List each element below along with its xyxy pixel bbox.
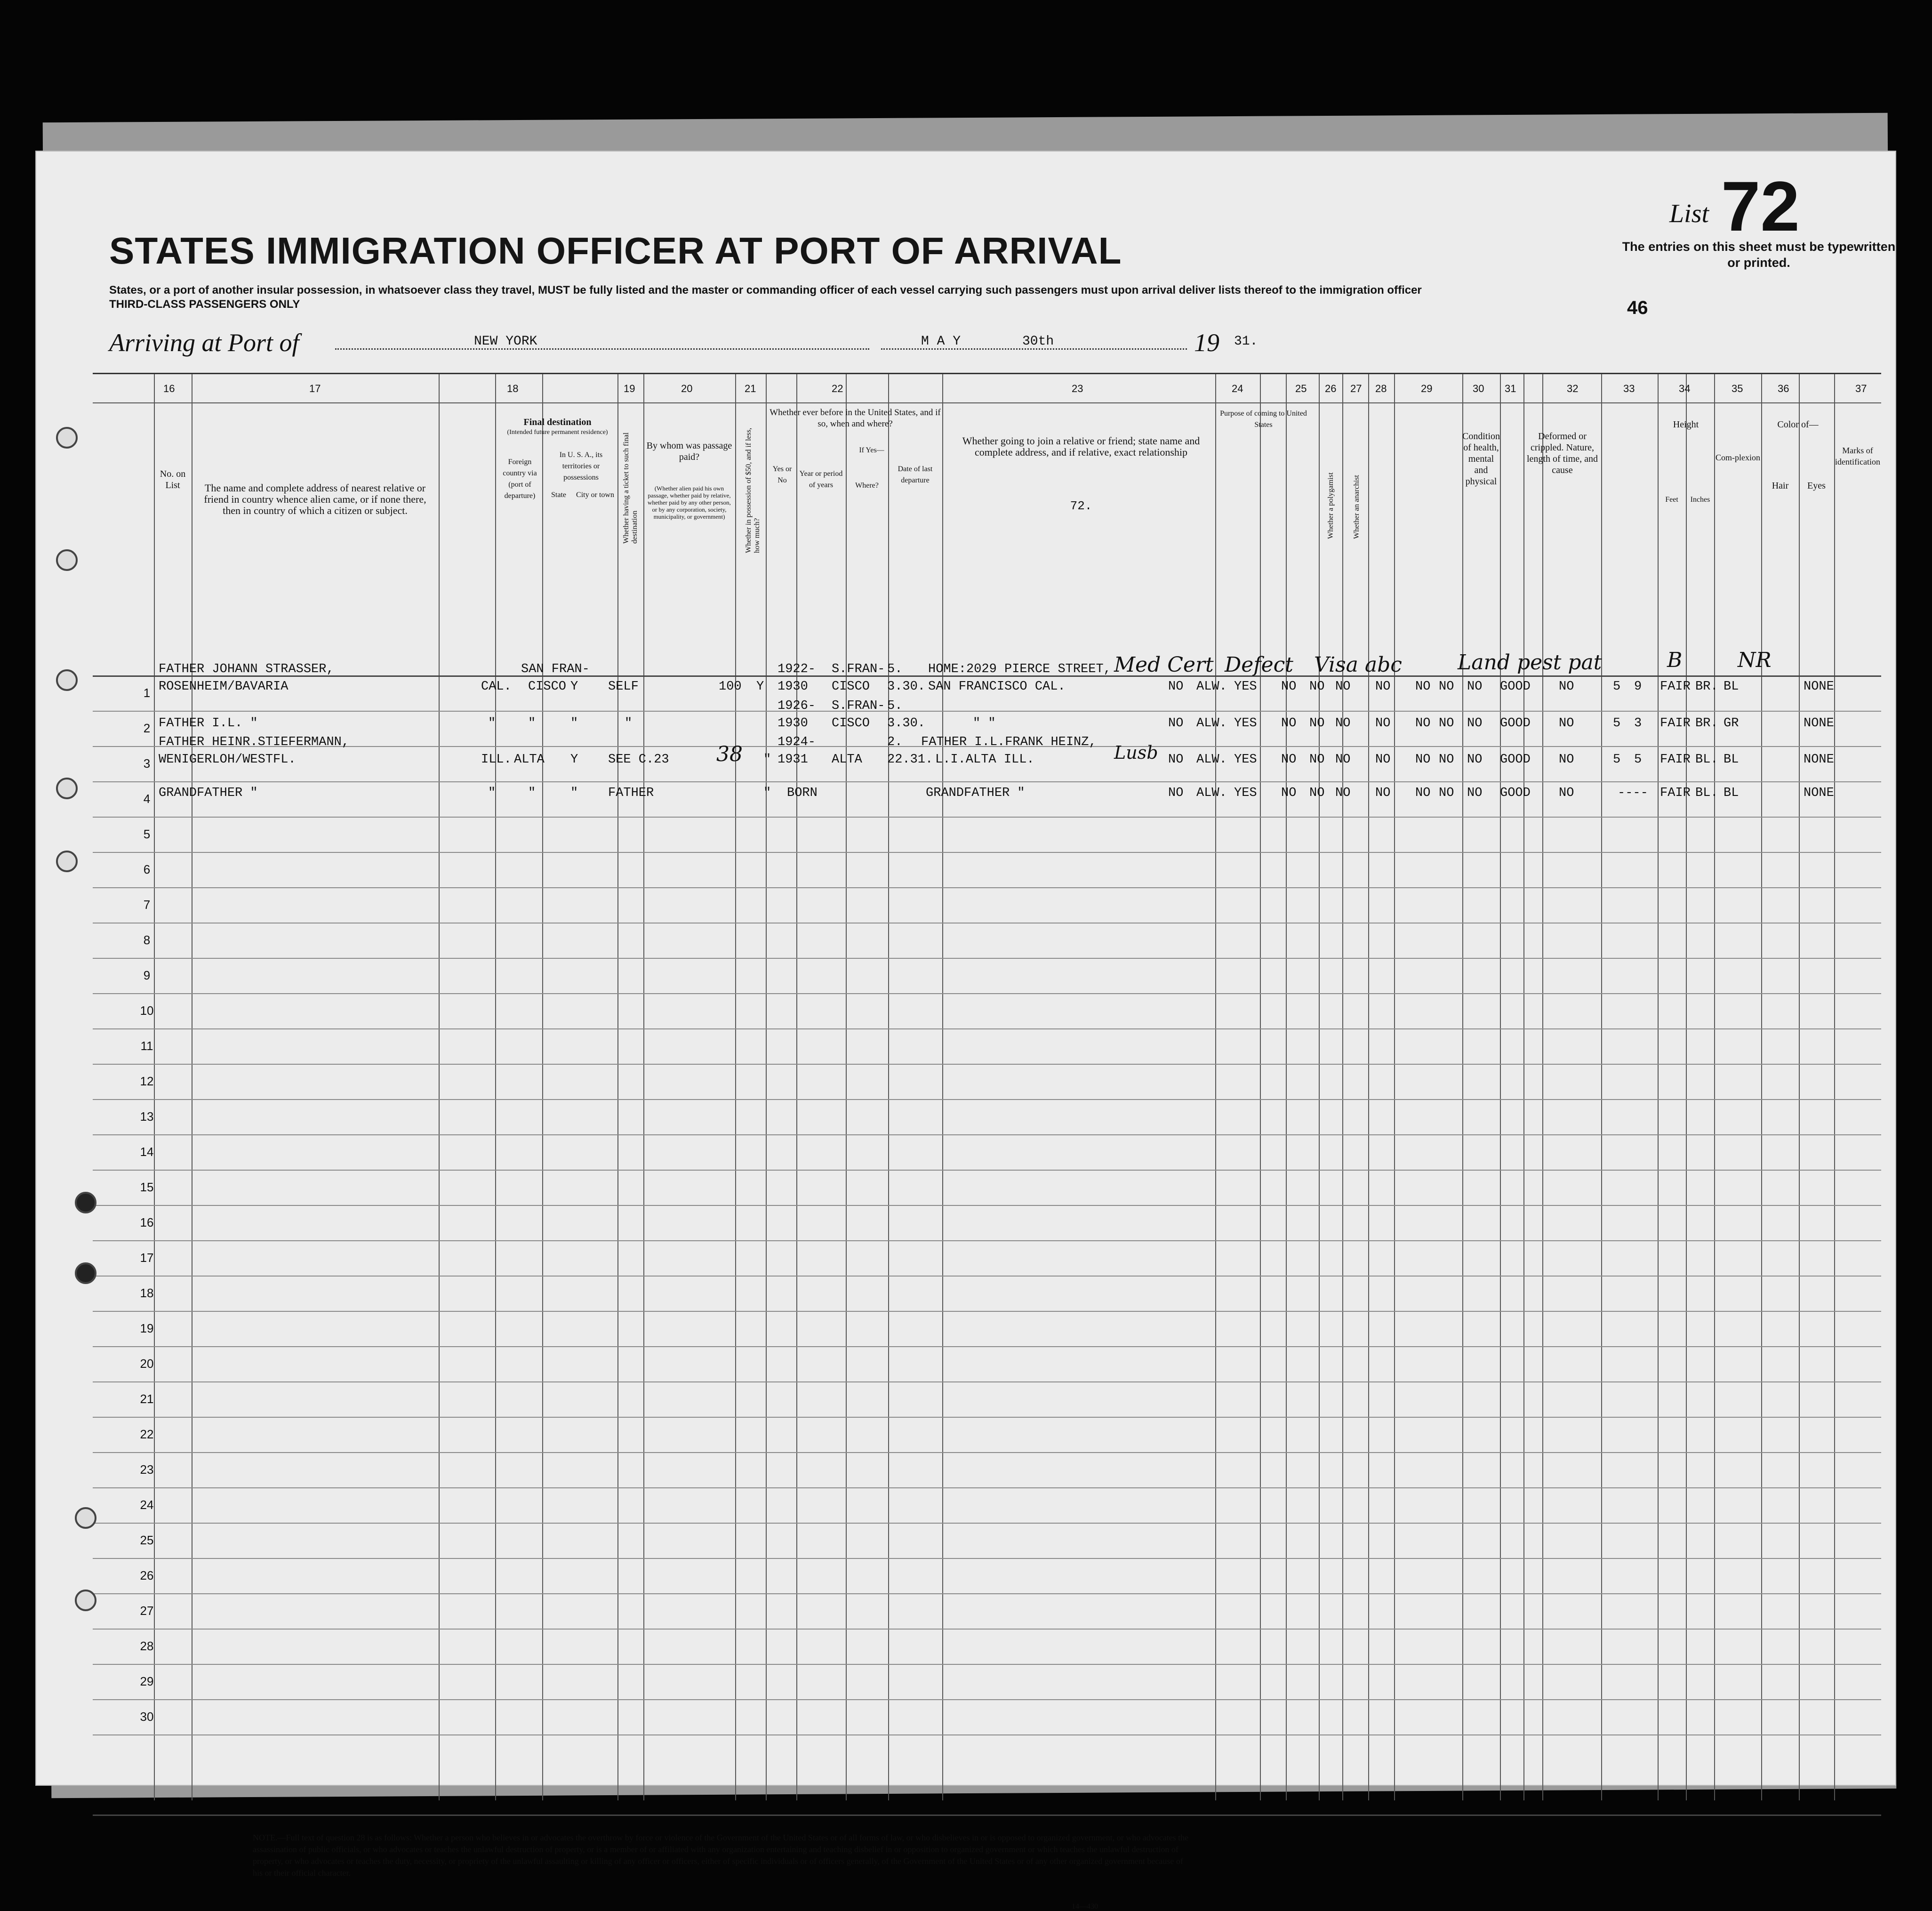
inches-header: Inches — [1690, 496, 1710, 504]
years-2: 1930 — [778, 716, 808, 731]
row-number: 4 — [143, 792, 151, 806]
marks: NONE — [1804, 753, 1834, 767]
deformed: NO — [1559, 680, 1574, 694]
ticket: Y — [570, 680, 578, 694]
col-26-header: Whether a polygamist — [1327, 472, 1335, 539]
inches: ---- — [1618, 786, 1648, 800]
been-before: " — [763, 753, 771, 767]
health: GOOD — [1500, 753, 1531, 767]
row-number: 10 — [140, 1004, 154, 1018]
arriving-label: Arriving at Port of — [109, 329, 299, 357]
years: 1922- — [778, 662, 816, 676]
col-19-num: 19 — [624, 383, 635, 394]
row-number: 16 — [140, 1215, 154, 1229]
purpose-2: ALW. — [1196, 753, 1227, 767]
purpose-3: YES — [1234, 680, 1257, 694]
ticket: " — [570, 716, 578, 731]
marks: NONE — [1804, 716, 1834, 731]
list-label: List — [1669, 199, 1709, 228]
foreign-country-header: Foreign country via (port of departure) — [503, 458, 537, 500]
port-value: NEW YORK — [474, 334, 537, 349]
handwritten-money: 38 — [716, 742, 743, 766]
paid-by: " — [625, 716, 633, 731]
ticket: Y — [570, 753, 578, 767]
col-24-header: Purpose of coming to United States — [1220, 410, 1307, 429]
col27: NO — [1335, 716, 1351, 731]
ticket: " — [570, 786, 578, 800]
col-33-header: Deformed or crippled. Nature, length of time, and cause — [1526, 431, 1598, 475]
manifest-table — [93, 373, 1881, 1800]
where-header: Where? — [855, 482, 879, 490]
col26: NO — [1309, 753, 1325, 767]
row-number: 28 — [140, 1639, 154, 1653]
in-usa-header: In U. S. A., its territories or possessions — [559, 451, 603, 482]
col25: NO — [1281, 753, 1297, 767]
col-20-header: By whom was passage paid? — [646, 441, 732, 462]
col-29-num: 29 — [1421, 383, 1433, 394]
punch-hole — [75, 1507, 96, 1529]
row-number: 2 — [143, 721, 151, 735]
purpose-3: YES — [1234, 716, 1257, 731]
punch-hole — [75, 1590, 96, 1611]
eyes-header: Eyes — [1807, 481, 1826, 491]
years-2: 1931 — [778, 753, 808, 767]
where: S.FRAN- — [832, 699, 885, 713]
col31: NO — [1467, 753, 1483, 767]
inches: 9 — [1634, 680, 1642, 694]
feet: 5 — [1613, 680, 1621, 694]
handwritten-mark: B — [1667, 648, 1683, 672]
footer-note: NOTE.—Full text of question 28 is as follows: Whether a person who believes in or advocates the overthrow by force or violence of the Government of the United States or of all forms of law, or who disbelieves in or is opposed to organized government, or who advocates the assassination of public officials, or who advocates or teaches the unlawful destruction of property, or is a member of or affiliated with any organization entertaining and teaching disbelief in or opposition to organized government or which teaches the unlawful destruction of property, or who advocates or teaches the duty, necessity, or propriety of the unlawful assaulting or killing of any officer or officers, either of specific individuals or of officers generally, of the Government of the United States or of any other organized government because of his or their official character. — [253, 1833, 1189, 1878]
punch-hole — [75, 1262, 96, 1284]
class-line: THIRD-CLASS PASSENGERS ONLY — [109, 298, 300, 311]
row-number: 27 — [140, 1604, 154, 1618]
row-number: 25 — [140, 1533, 154, 1547]
page-title: STATES IMMIGRATION OFFICER AT PORT OF ARRIVAL — [109, 230, 1122, 272]
row-number: 13 — [140, 1109, 154, 1124]
col-28-num: 28 — [1375, 383, 1387, 394]
col-24-num: 24 — [1232, 383, 1243, 394]
joining-2: " " — [973, 716, 996, 731]
complexion: FAIR — [1660, 786, 1691, 800]
col-36-header: Color of— — [1777, 419, 1819, 430]
dest-city-2: CISCO — [528, 680, 567, 694]
dest-city-2: ALTA — [514, 753, 545, 767]
row-number: 17 — [140, 1251, 154, 1265]
handwritten-initials: NR — [1738, 648, 1772, 672]
year-period-header: Year or period of years — [799, 470, 843, 489]
purpose-1: NO — [1168, 753, 1184, 767]
eyes: GR — [1724, 716, 1739, 731]
hair: BL. — [1695, 753, 1718, 767]
deformed: NO — [1559, 786, 1574, 800]
row-number: 22 — [140, 1427, 154, 1441]
col-27-header: Whether an anarchist — [1353, 475, 1361, 539]
col-33-num: 33 — [1623, 383, 1635, 394]
year-suffix: 31. — [1234, 334, 1258, 349]
paid-by: FATHER — [608, 786, 654, 800]
been-before: " — [763, 786, 771, 800]
col-25-num: 25 — [1295, 383, 1307, 394]
row-number: 6 — [143, 862, 151, 876]
col-36-num: 36 — [1778, 383, 1789, 394]
row-number: 15 — [140, 1180, 154, 1194]
joining: FATHER I.L.FRANK HEINZ, — [921, 735, 1097, 749]
row-number: 8 — [143, 933, 151, 947]
handwritten-defect: Defect — [1225, 653, 1293, 677]
col-32-header: Condition of health, mental and physical — [1462, 431, 1500, 487]
col26: NO — [1309, 786, 1325, 800]
purpose-3: YES — [1234, 753, 1257, 767]
feet: 5 — [1613, 716, 1621, 731]
purpose-3: YES — [1234, 786, 1257, 800]
col-16-header: No. on List — [160, 469, 186, 490]
col26: NO — [1309, 716, 1325, 731]
row-number: 29 — [140, 1674, 154, 1688]
years: 1924- — [778, 735, 816, 749]
row-number: 1 — [143, 686, 151, 700]
row-number: 12 — [140, 1074, 154, 1088]
row-number: 11 — [140, 1039, 153, 1053]
col-21-num: 21 — [745, 383, 756, 394]
departure: 5. — [887, 699, 903, 713]
relative-name: FATHER I.L. " — [159, 716, 258, 731]
yes-no-header: Yes or No — [772, 465, 792, 484]
col28: NO — [1375, 716, 1391, 731]
punch-hole — [56, 851, 78, 872]
col27: NO — [1335, 786, 1351, 800]
purpose-1: NO — [1168, 786, 1184, 800]
inches: 5 — [1634, 753, 1642, 767]
date-departure-header: Date of last departure — [898, 465, 933, 484]
years-2: 1930 — [778, 680, 808, 694]
punch-hole — [56, 669, 78, 691]
col-31-num: 31 — [1505, 383, 1516, 394]
col26: NO — [1309, 680, 1325, 694]
eyes: BL — [1724, 680, 1739, 694]
subnote-text: States, or a port of another insular possession, in whatsoever class they travel, MUST be fully listed and the master or commanding officer of each vessel carrying such passengers must upon arrival deliver lists thereof to the immigration officer — [109, 284, 1422, 297]
relative-name: FATHER JOHANN STRASSER, — [159, 662, 334, 676]
joining-2: L.I.ALTA ILL. — [935, 753, 1034, 767]
been-before: Y — [756, 680, 764, 694]
where-2: ALTA — [832, 753, 862, 767]
col31: NO — [1467, 786, 1483, 800]
list-number: 72 — [1721, 167, 1800, 246]
money: 100 — [719, 680, 742, 694]
form-number: 14—430 — [1072, 1903, 1098, 1911]
col30: NO — [1439, 786, 1454, 800]
relative-name: GRANDFATHER " — [159, 786, 258, 800]
marks: NONE — [1804, 786, 1834, 800]
handwritten-land: Land pest pat — [1458, 650, 1602, 674]
col-19-header: Whether having a ticket to such final destination — [622, 432, 639, 544]
city-header: City or town — [576, 491, 614, 499]
col-17-header: The name and complete address of nearest relative or friend in country whence alien came, or if none there, then in country of which a citizen or subject. — [204, 482, 426, 516]
complexion: FAIR — [1660, 680, 1691, 694]
health: GOOD — [1500, 680, 1531, 694]
dest-state: " — [488, 786, 496, 800]
departure-2: 22.31. — [887, 753, 933, 767]
dest-city-2: " — [528, 716, 536, 731]
relative-address: ROSENHEIM/BAVARIA — [159, 680, 289, 694]
col-35-num: 35 — [1732, 383, 1743, 394]
year-prefix: 19 — [1194, 329, 1219, 357]
handwritten-purpose: Med Cert — [1114, 653, 1214, 677]
col-32-num: 32 — [1567, 383, 1579, 394]
years: 1926- — [778, 699, 816, 713]
punch-hole — [75, 1192, 96, 1213]
passage-note: (Whether alien paid his own passage, whether paid by relative, whether paid by any other person, or by any corporation, society, municipality, or government) — [648, 485, 731, 520]
if-yes-header: If Yes— — [859, 446, 884, 454]
row-number: 23 — [140, 1462, 154, 1477]
col-26-num: 26 — [1325, 383, 1337, 394]
row-number: 3 — [143, 756, 151, 771]
col30: NO — [1439, 716, 1454, 731]
col-23-header: Whether going to join a relative or friend; state name and complete address, and if relative, exact relationship — [962, 435, 1200, 458]
relative-address: WENIGERLOH/WESTFL. — [159, 753, 296, 767]
col-30-num: 30 — [1473, 383, 1484, 394]
col-35-header: Com-plexion — [1716, 453, 1760, 462]
purpose-1: NO — [1168, 716, 1184, 731]
col25: NO — [1281, 716, 1297, 731]
deformed: NO — [1559, 716, 1574, 731]
row-number: 5 — [143, 827, 151, 841]
dest-city-2: " — [528, 786, 536, 800]
punch-hole — [56, 778, 78, 799]
col29: NO — [1415, 680, 1431, 694]
day-value: 30th — [1022, 334, 1054, 349]
row-number: 7 — [143, 898, 151, 912]
handwritten-visa: Visa abc — [1314, 653, 1402, 677]
port-underline — [335, 348, 869, 350]
state-header: State — [551, 491, 566, 499]
departure: 5. — [887, 662, 903, 676]
health: GOOD — [1500, 716, 1531, 731]
purpose-1: NO — [1168, 680, 1184, 694]
col-18-num: 18 — [507, 383, 519, 394]
complexion: FAIR — [1660, 753, 1691, 767]
typewritten-note: The entries on this sheet must be typewritten or printed. — [1622, 240, 1896, 270]
where-2: CISCO — [832, 716, 870, 731]
row-number: 30 — [140, 1710, 154, 1724]
page-number: 46 — [1627, 297, 1648, 318]
col30: NO — [1439, 680, 1454, 694]
col27: NO — [1335, 753, 1351, 767]
month-value: M A Y — [921, 334, 961, 349]
row-number: 20 — [140, 1357, 154, 1371]
relation-number: 72. — [1070, 499, 1092, 513]
col-17-num: 17 — [309, 383, 321, 394]
col29: NO — [1415, 716, 1431, 731]
eyes: BL — [1724, 786, 1739, 800]
departure: 2. — [887, 735, 903, 749]
dest-state: " — [488, 716, 496, 731]
paid-by: SEE C.23 — [608, 753, 669, 767]
complexion: FAIR — [1660, 716, 1691, 731]
purpose-2: ALW. — [1196, 716, 1227, 731]
col31: NO — [1467, 680, 1483, 694]
col-18-header: Final destination — [523, 417, 592, 427]
col27: NO — [1335, 680, 1351, 694]
col31: NO — [1467, 716, 1483, 731]
purpose-2: ALW. — [1196, 786, 1227, 800]
col30: NO — [1439, 753, 1454, 767]
col25: NO — [1281, 680, 1297, 694]
eyes: BL — [1724, 753, 1739, 767]
row-number: 18 — [140, 1286, 154, 1300]
handwritten-lusb: Lusb — [1114, 742, 1158, 763]
col29: NO — [1415, 753, 1431, 767]
row-number: 14 — [140, 1145, 154, 1159]
col-34-header: Height — [1673, 419, 1699, 430]
hair: BR. — [1695, 680, 1718, 694]
col-37-header: Marks of identification — [1835, 446, 1880, 466]
col28: NO — [1375, 680, 1391, 694]
inches: 3 — [1634, 716, 1642, 731]
punch-hole — [56, 427, 78, 449]
marks: NONE — [1804, 680, 1834, 694]
col-34-num: 34 — [1679, 383, 1691, 394]
joining-2: SAN FRANCISCO CAL. — [928, 680, 1066, 694]
dest-state: ILL. — [481, 753, 512, 767]
col-22-num: 22 — [832, 383, 843, 394]
header-subnote — [109, 283, 1615, 312]
col28: NO — [1375, 786, 1391, 800]
feet: 5 — [1613, 753, 1621, 767]
purpose-2: ALW. — [1196, 680, 1227, 694]
punch-hole — [56, 549, 78, 571]
relative-name: FATHER HEINR.STIEFERMANN, — [159, 735, 350, 749]
joining: HOME:2029 PIERCE STREET, — [928, 662, 1111, 676]
col-27-num: 27 — [1350, 383, 1362, 394]
where-2: CISCO — [832, 680, 870, 694]
col25: NO — [1281, 786, 1297, 800]
col-20-num: 20 — [681, 383, 693, 394]
health: GOOD — [1500, 786, 1531, 800]
departure-2: 3.30. — [887, 680, 926, 694]
final-dest-note: (Intended future permanent residence) — [507, 429, 608, 436]
col29: NO — [1415, 786, 1431, 800]
col-37-num: 37 — [1855, 383, 1867, 394]
row-number: 19 — [140, 1321, 154, 1335]
departure-2: 3.30. — [887, 716, 926, 731]
deformed: NO — [1559, 753, 1574, 767]
col-16-num: 16 — [163, 383, 175, 394]
col-23-num: 23 — [1072, 383, 1083, 394]
hair: BL. — [1695, 786, 1718, 800]
hair-header: Hair — [1772, 481, 1789, 491]
joining-2: GRANDFATHER " — [926, 786, 1025, 800]
col28: NO — [1375, 753, 1391, 767]
manifest-sheet — [35, 151, 1896, 1911]
dest-city: SAN FRAN- — [521, 662, 590, 676]
where: S.FRAN- — [832, 662, 885, 676]
col-21-header: Whether in possession of $50, and if less, how much? — [745, 427, 761, 553]
hair: BR. — [1695, 716, 1718, 731]
row-number: 26 — [140, 1568, 154, 1582]
feet-header: Feet — [1665, 496, 1678, 504]
dest-state: CAL. — [481, 680, 512, 694]
row-number: 24 — [140, 1498, 154, 1512]
years-2: BORN — [787, 786, 818, 800]
row-number: 21 — [140, 1392, 154, 1406]
col-22-header: Whether ever before in the United States, and if so, when and where? — [770, 408, 941, 429]
row-number: 9 — [143, 968, 151, 982]
paid-by: SELF — [608, 680, 639, 694]
